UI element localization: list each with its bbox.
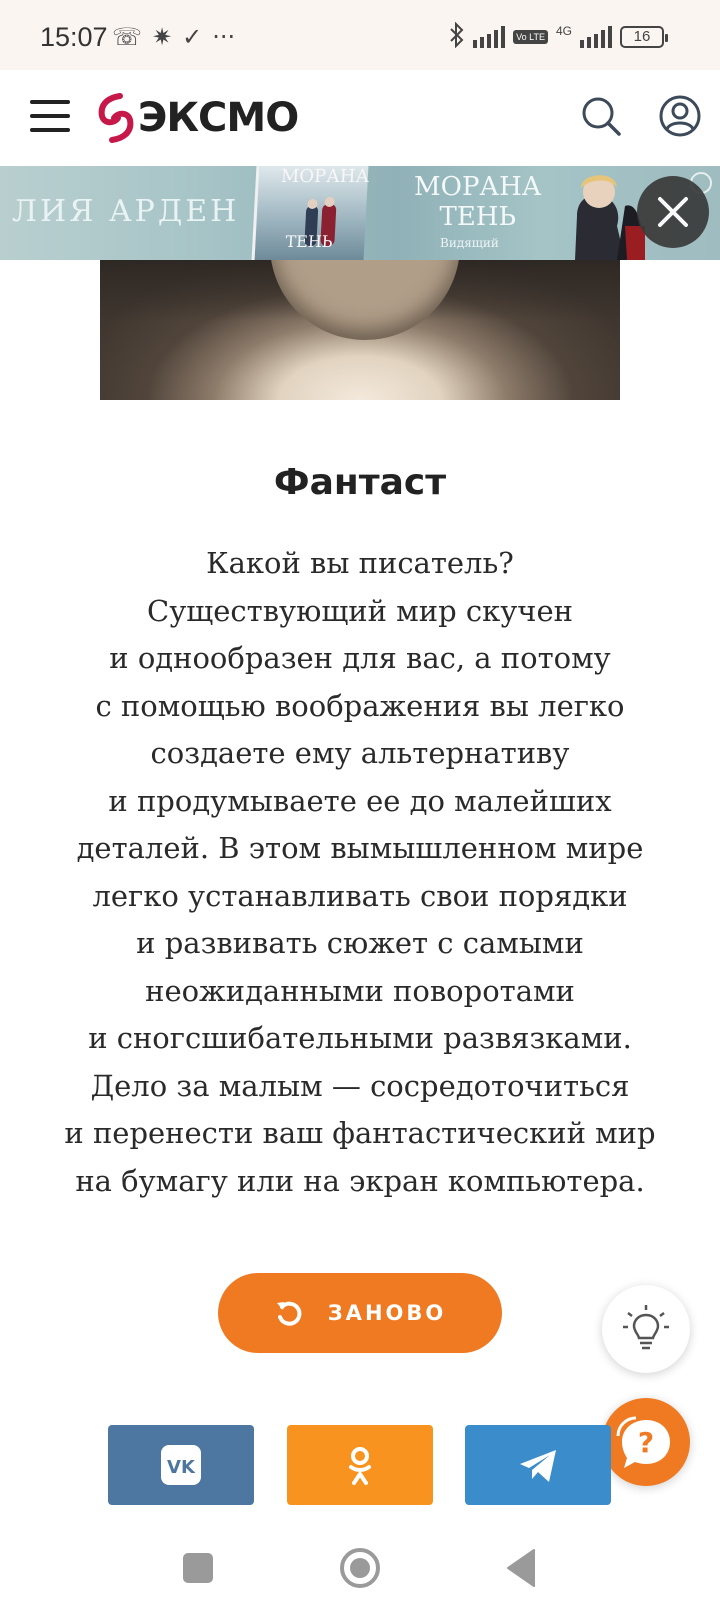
logo-text: ЭКСМО [138, 95, 299, 141]
result-text-line: и однообразен для вас, а потому [109, 641, 611, 675]
site-header [0, 70, 720, 166]
share-vk-button[interactable] [108, 1425, 254, 1505]
chat-help-icon [616, 1414, 676, 1472]
missed-call-icon: ☏ [112, 23, 143, 51]
banner-character-image [555, 166, 645, 260]
restart-button-label: ЗАНОВО [327, 1301, 447, 1325]
tips-button[interactable] [602, 1285, 690, 1373]
result-description [36, 540, 684, 1205]
check-circle-icon: ✓ [182, 23, 203, 51]
result-text-line: Существующий мир скучен [147, 593, 573, 628]
menu-icon [30, 100, 70, 104]
result-text-line: и продумываете ее до малейших [108, 783, 612, 818]
account-button[interactable] [658, 94, 702, 138]
status-time: 15:07 [40, 22, 108, 52]
share-telegram-button[interactable] [465, 1425, 611, 1505]
user-icon [658, 94, 702, 138]
banner-title-line1: МОРАНА [414, 172, 542, 202]
result-text-line: Дело за малым — сосредоточиться [90, 1068, 630, 1103]
banner-book-cover-sub: ТЕНЬ [285, 232, 334, 251]
result-text-line: и перенести ваш фантастический мир [64, 1116, 656, 1150]
restart-button[interactable] [218, 1273, 502, 1353]
close-icon [657, 196, 689, 228]
bluetooth-icon [449, 22, 465, 52]
status-system-icons [449, 22, 664, 52]
signal-strength-icon-2 [580, 26, 612, 48]
banner-book-title [414, 172, 542, 232]
recent-apps-button[interactable] [183, 1553, 213, 1583]
banner-book-cover [252, 166, 369, 260]
support-chat-button[interactable] [602, 1398, 690, 1486]
system-navigation-bar [0, 1506, 720, 1600]
result-text-line: деталей. В этом вымышленном мире [76, 831, 644, 865]
back-button[interactable] [506, 1548, 536, 1588]
result-photo [100, 260, 620, 400]
banner-close-button[interactable] [637, 176, 709, 248]
menu-icon-bar [30, 114, 70, 118]
volte-badge: Vo LTE [513, 30, 548, 44]
promo-banner[interactable] [0, 166, 720, 260]
logo[interactable] [96, 92, 298, 144]
banner-title-line2: ТЕНЬ [439, 202, 516, 232]
lightbulb-icon [622, 1303, 670, 1355]
banner-book-subtitle: Видящий [440, 236, 499, 250]
menu-button[interactable] [30, 100, 70, 132]
battery-icon: 16 [620, 26, 664, 48]
result-text-line: Какой вы писатель? [206, 546, 514, 580]
result-text-line: неожиданными поворотами [145, 973, 575, 1008]
vk-icon [159, 1443, 203, 1487]
search-button[interactable] [580, 95, 622, 137]
menu-icon-bar [30, 128, 70, 132]
svg-text:?: ? [637, 1426, 655, 1459]
logo-mark-icon [96, 92, 136, 144]
odnoklassniki-icon [338, 1443, 382, 1487]
result-text-line: и сногсшибательными развязками. [88, 1021, 632, 1055]
photo-neck [270, 260, 460, 340]
home-button[interactable] [340, 1548, 380, 1588]
svg-text:VK: VK [167, 1457, 195, 1478]
search-icon [580, 95, 622, 137]
signal-strength-icon [473, 26, 505, 48]
result-text-line: легко устанавливать свои порядки [92, 878, 628, 913]
result-text-line: и развивать сюжет с самыми [136, 926, 584, 960]
share-ok-button[interactable] [287, 1425, 433, 1505]
banner-author: ЛИЯ АРДЕН [12, 194, 240, 229]
banner-book-cover-title: МОРАНА [280, 166, 370, 187]
result-text-line: создаете ему альтернативу [150, 736, 570, 770]
result-text-line: с помощью воображения вы легко [95, 688, 625, 723]
sparkle-icon: ✷ [152, 23, 173, 51]
status-bar [0, 0, 720, 70]
telegram-icon [516, 1443, 560, 1487]
network-type: 4G [555, 24, 572, 38]
status-notification-icons [112, 22, 235, 52]
more-dots-icon: ··· [212, 23, 236, 51]
result-text-line: на бумагу или на экран компьютера. [75, 1163, 645, 1198]
restart-icon [274, 1298, 304, 1328]
result-title: Фантаст [273, 462, 447, 503]
